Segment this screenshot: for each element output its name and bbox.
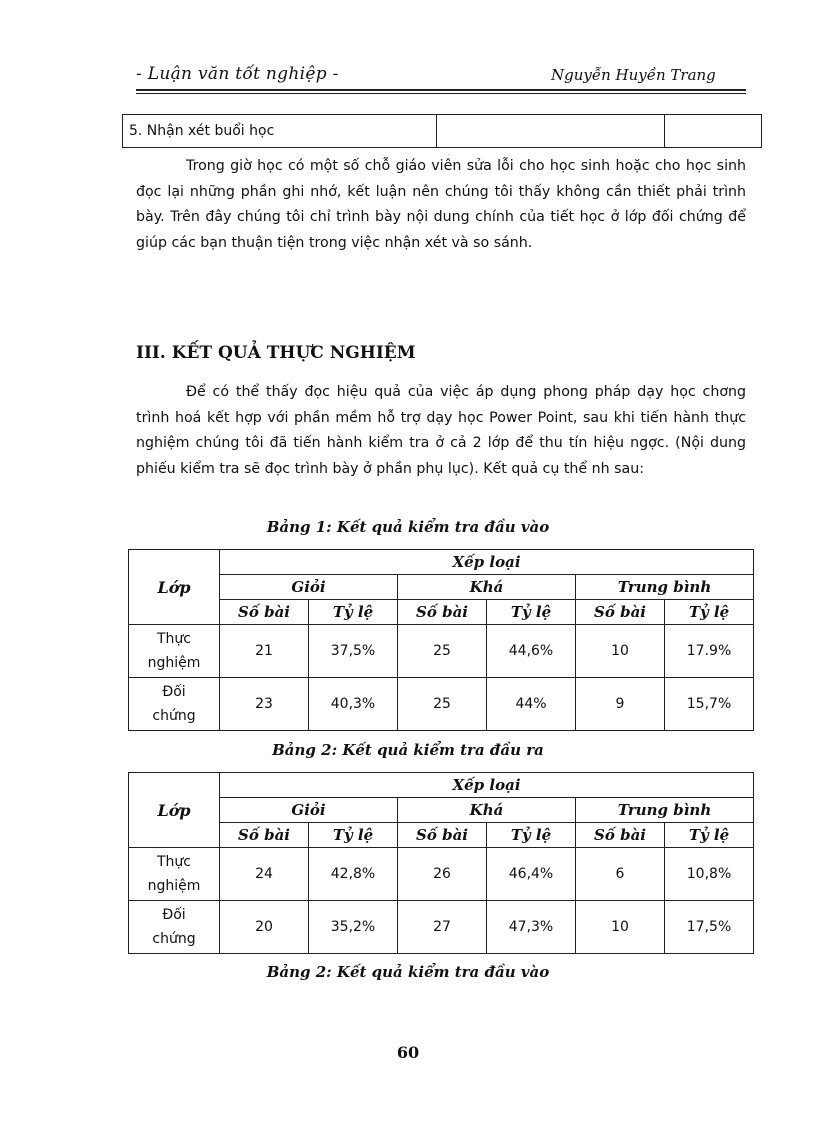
header-trung-binh: Trung bình [576, 575, 754, 600]
cell-count: 26 [398, 848, 487, 901]
cell-count: 23 [220, 678, 309, 731]
cell-count: 25 [398, 678, 487, 731]
evaluation-cell [665, 115, 762, 148]
row-label: Thực nghiệm [129, 848, 220, 901]
header-so-bai: Số bài [576, 600, 665, 625]
cell-count: 10 [576, 901, 665, 954]
cell-percent: 44,6% [487, 625, 576, 678]
header-ty-le: Tỷ lệ [487, 823, 576, 848]
section-title: III. KẾT QUẢ THỰC NGHIỆM [136, 343, 416, 363]
cell-percent: 37,5% [309, 625, 398, 678]
table-row [129, 625, 754, 678]
cell-count: 20 [220, 901, 309, 954]
header-gioi: Giỏi [220, 575, 398, 600]
header-so-bai: Số bài [398, 823, 487, 848]
table-row [129, 901, 754, 954]
header-ty-le: Tỷ lệ [309, 823, 398, 848]
cell-count: 24 [220, 848, 309, 901]
cell-percent: 10,8% [665, 848, 754, 901]
header-ty-le: Tỷ lệ [665, 600, 754, 625]
evaluation-table-fragment [122, 114, 762, 148]
cell-count: 27 [398, 901, 487, 954]
header-xep-loai: Xếp loại [220, 550, 754, 575]
table1-caption: Bảng 1: Kết quả kiểm tra đầu vào [266, 518, 550, 536]
cell-percent: 46,4% [487, 848, 576, 901]
header-ty-le: Tỷ lệ [487, 600, 576, 625]
cell-percent: 17,5% [665, 901, 754, 954]
header-ty-le: Tỷ lệ [309, 600, 398, 625]
header-title: - Luận văn tốt nghiệp - [136, 64, 339, 84]
row-label: Thực nghiệm [129, 625, 220, 678]
cell-percent: 42,8% [309, 848, 398, 901]
cell-count: 10 [576, 625, 665, 678]
cell-percent: 35,2% [309, 901, 398, 954]
bottom-caption: Bảng 2: Kết quả kiểm tra đầu vào [266, 963, 550, 981]
header-so-bai: Số bài [398, 600, 487, 625]
evaluation-cell [437, 115, 665, 148]
header-trung-binh: Trung bình [576, 798, 754, 823]
paragraph-results-intro: Để có thể thấy đọc hiệu quả của việc áp dụng phong pháp dạy học chơng trình hoá kết hợp với phần mềm hỗ trợ dạy học Power Point, sau khi tiến hành thực nghiệm chúng tôi đã tiến hành kiểm tra ở cả 2 lớp để thu tín hiệu ngợc. (Nội dung phiếu kiểm tra sẽ đọc trình bày ở phần phụ lục). Kết quả cụ thể nh sau: [136, 384, 746, 477]
table2-caption: Bảng 2: Kết quả kiểm tra đầu ra [272, 741, 544, 759]
header-gioi: Giỏi [220, 798, 398, 823]
cell-count: 25 [398, 625, 487, 678]
results-table-2 [128, 772, 754, 954]
evaluation-row-label: 5. Nhận xét buổi học [123, 115, 437, 148]
header-author: Nguyễn Huyền Trang [551, 66, 716, 84]
header-lop: Lớp [129, 773, 220, 848]
cell-percent: 17.9% [665, 625, 754, 678]
cell-percent: 40,3% [309, 678, 398, 731]
cell-percent: 15,7% [665, 678, 754, 731]
header-so-bai: Số bài [220, 823, 309, 848]
cell-percent: 44% [487, 678, 576, 731]
header-kha: Khá [398, 575, 576, 600]
page-number: 60 [396, 1043, 420, 1062]
cell-count: 21 [220, 625, 309, 678]
cell-percent: 47,3% [487, 901, 576, 954]
cell-count: 9 [576, 678, 665, 731]
row-label: Đối chứng [129, 678, 220, 731]
results-table-1 [128, 549, 754, 731]
paragraph-lesson-note: Trong giờ học có một số chỗ giáo viên sửa lỗi cho học sinh hoặc cho học sinh đọc lại những phần ghi nhớ, kết luận nên chúng tôi thấy không cần thiết phải trình bày. Trên đây chúng tôi chỉ trình bày nội dung chính của tiết học ở lớp đối chứng để giúp các bạn thuận tiện trong việc nhận xét và so sánh. [136, 158, 746, 251]
header-lop: Lớp [129, 550, 220, 625]
table-row [129, 678, 754, 731]
header-kha: Khá [398, 798, 576, 823]
header-divider-thin [136, 93, 746, 94]
table-row [129, 848, 754, 901]
header-divider [136, 89, 746, 91]
cell-count: 6 [576, 848, 665, 901]
header-so-bai: Số bài [576, 823, 665, 848]
header-xep-loai: Xếp loại [220, 773, 754, 798]
header-so-bai: Số bài [220, 600, 309, 625]
row-label: Đối chứng [129, 901, 220, 954]
header-ty-le: Tỷ lệ [665, 823, 754, 848]
